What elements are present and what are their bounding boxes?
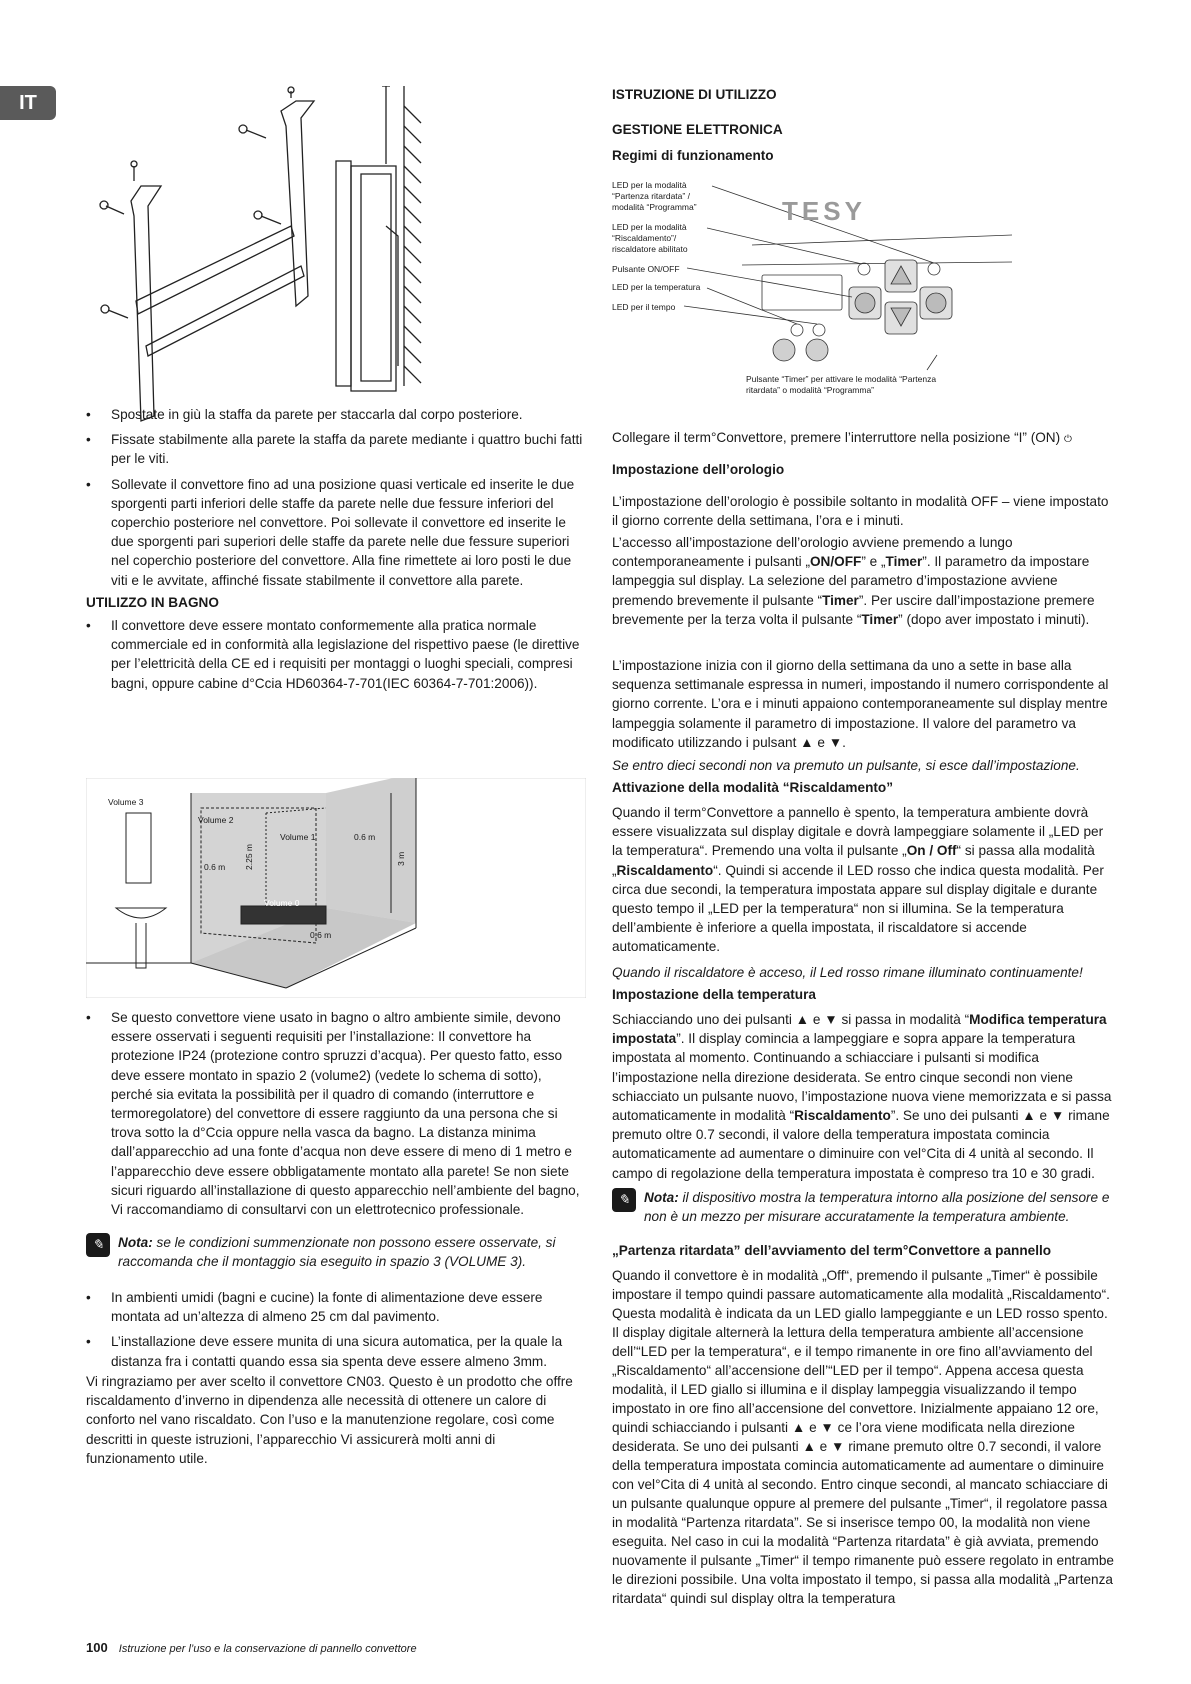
heat-p1-onoff: On / Off bbox=[906, 843, 957, 859]
mount-step-2: • Fissate stabilmente alla parete la staffa da parete mediante i quattro buchi fatti per le viti. bbox=[86, 430, 586, 468]
clock-p2-timer: Timer bbox=[885, 554, 923, 570]
label-volume3: Volume 3 bbox=[108, 797, 144, 807]
label-led-heat: LED per la modalità “Riscaldamento”/ riscaldatore abilitato bbox=[612, 222, 688, 254]
label-dist-06a: 0.6 m bbox=[204, 862, 226, 872]
clock-p2-timer2: Timer bbox=[822, 592, 859, 608]
clock-p2-timer3: Timer bbox=[861, 611, 899, 627]
label-volume0: Volume 0 bbox=[264, 898, 300, 908]
wall-bracket-illustration bbox=[86, 86, 546, 426]
heat-p1-risc: Riscaldamento bbox=[616, 862, 714, 878]
tesy-logo: TESY bbox=[782, 196, 866, 226]
temp-p1-mod: Modifica temperatura impostata bbox=[612, 1012, 1107, 1047]
language-tab: IT bbox=[0, 86, 56, 120]
label-dist-225: 2.25 m bbox=[244, 844, 254, 870]
clock-paragraph-2 bbox=[612, 533, 1115, 629]
label-led-delay: LED per la modalità “Partenza ritardata” / modalità “Programma” bbox=[612, 180, 697, 212]
electronic-management-heading: GESTIONE ELETTRONICA bbox=[612, 122, 783, 137]
label-dist-3: 3 m bbox=[396, 851, 406, 866]
connect-instruction bbox=[612, 428, 1115, 449]
delayed-start-heading: „Partenza ritardata” dell’avviamento del term°Convettore a pannello bbox=[612, 1243, 1052, 1258]
label-dist-06b: 0.6 m bbox=[354, 832, 376, 842]
temp-p1-risc: Riscaldamento bbox=[794, 1108, 891, 1124]
left-note-label: Nota: bbox=[118, 1235, 153, 1250]
mount-step-1: • Spostate in giù la staffa da parete per staccarla dal corpo posteriore. bbox=[86, 405, 586, 424]
temperature-paragraph bbox=[612, 1010, 1115, 1183]
heat-p1-c: “. Quindi si accende il LED rosso che indica questa modalità. Per circa due secondi, la temperatura impostata appare sul display digitale e durante questo tempo il „LED per la temperatura“ non si illumina. Se la temperatura dell’ambiente è inferiore a quella impostata, il riscaldatore si accende automaticamente. bbox=[612, 862, 1104, 955]
heating-mode-heading: Attivazione della modalità “Riscaldamento” bbox=[612, 780, 894, 795]
right-note bbox=[612, 1188, 1115, 1226]
footer-text: Istruzione per l’uso e la conservazione di pannello convettore bbox=[118, 1643, 417, 1655]
right-note-text: il dispositivo mostra la temperatura intorno alla posizione del sensore e non è un mezzo per misurare accuratamente la temperatura ambiente. bbox=[644, 1190, 1110, 1225]
operating-modes-heading: Regimi di funzionamento bbox=[612, 148, 774, 163]
bath-requirement: • Il convettore deve essere montato conformemente alla pratica normale commerciale ed in conformità alla legislazione del rispettivo paese (le direttive per l’elettricità della CE ed i requisiti per montaggi o luoghi speciali, compresi bagni, oppure cabine d°Ccia HD60364-7-701(IEC 60364-7-701:2006)). bbox=[86, 616, 586, 693]
clock-p2-onoff: ON/OFF bbox=[809, 554, 862, 570]
connect-text: Collegare il term°Convettore, premere l’interruttore nella posizione “I” (ON) bbox=[612, 430, 1061, 445]
label-onoff: Pulsante ON/OFF bbox=[612, 264, 680, 274]
heat-p1-a: Quando il term°Convettore a pannello è spento, la temperatura ambiente dovrà essere visualizzata sul display digitale e dovrà lampeggiare solamente il „LED per la temperatura“. Premendo una volta il pulsante „ bbox=[612, 805, 1104, 859]
left-note bbox=[86, 1233, 586, 1271]
clock-paragraph-1: L’impostazione dell’orologio è possibile soltanto in modalità OFF – viene impostato il giorno corrente della settimana, l’ora e i minuti. bbox=[612, 494, 1109, 529]
bath-list bbox=[86, 616, 586, 699]
clock-paragraph-3: L’impostazione inizia con il giorno della settimana da uno a sette in base alla sequenza settimanale espressa in numeri, impostando il numero corrispondente al giorno corrente. L’ora e i minuti appaiono contemporaneamente sul display mentre lampeggia solamente il parametro di impostazione. Il valore del parametro va modificato utilizzando i pulsant ▲ e ▼. bbox=[612, 658, 1109, 750]
pencil-icon: ✎ bbox=[612, 1188, 636, 1212]
ip24-requirement: • Se questo convettore viene usato in bagno o altro ambiente simile, devono essere osservati i seguenti requisiti per l’installazione: Il convettore ha protezione IP24 (protezione contro spruzzi d’acqua). Per questo fatto, esso deve essere montato in spazio 2 (volume2) (vedete lo schema di sotto), perché sia evitata la possibilità per il quadro di comando (interruttore e termoregolatore) del convettore di essere raggiunto da una persona che si trova sotto la d°Ccia oppure nella vasca da bagno. La distanza minima dall’apparecchio ad una fonte d’acqua non deve essere di meno di 1 metro e l’apparecchio deve essere obbligatamente montato alla parete! Se non siete sicuri riguardo all’installazione di questo apparecchio nell’ambiente del bagno, Vi raccomandiamo di consultarvi con un elettrotecnico professionale. bbox=[86, 1008, 586, 1219]
label-timer: Pulsante “Timer” per attivare le modalità “Partenza ritardata” o modalità “Programma” bbox=[746, 374, 937, 395]
temp-p1-b: ”. Il display comincia a lampeggiare e sopra appare la temperatura impostata al momento. Continuando a schiacciare i pulsanti si modifica l’impostazione nella direzione desiderata. Se entro cinque secondi non viene schiacciato un pulsante nuovo, l’impostazione nuova viene memorizzata e si passa automaticamente in modalità “ bbox=[612, 1031, 1112, 1124]
right-note-label: Nota: bbox=[644, 1190, 679, 1205]
clock-heading: Impostazione dell’orologio bbox=[612, 462, 785, 477]
clock-p2-e: ” (dopo aver impostato i minuti). bbox=[898, 611, 1090, 627]
bath-heading: UTILIZZO IN BAGNO bbox=[86, 595, 219, 610]
page-footer bbox=[86, 1640, 417, 1655]
clock-p2-c: ”. Il parametro da impostare lampeggia sul display. La selezione del parametro d’impostazione avviene premendo brevemente il pulsante “ bbox=[612, 554, 1090, 608]
usage-heading: ISTRUZIONE DI UTILIZZO bbox=[612, 87, 777, 102]
temp-p1-c: ”. Se uno dei pulsanti ▲ e ▼ rimane premuto oltre 0.7 secondi, il valore della temperatura impostata comincia automaticamente ad aumentare o diminuire con vel°Cita di 4 unità al secondo. Il campo di regolazione della temperatura impostata è compreso tra 10 e 30 gradi. bbox=[612, 1108, 1110, 1181]
bath-requirements-list bbox=[86, 1008, 586, 1225]
mount-steps-list bbox=[86, 405, 586, 596]
clock-p2-d: ”. Per uscire dall’impostazione premere brevemente per la terza volta il pulsante “ bbox=[612, 592, 1095, 627]
label-led-temp: LED per la temperatura bbox=[612, 282, 701, 292]
bathroom-volumes-diagram bbox=[86, 778, 586, 998]
installation-list bbox=[86, 1288, 586, 1377]
label-dist-06c: 0.6 m bbox=[310, 930, 332, 940]
label-volume2: Volume 2 bbox=[198, 815, 234, 825]
heat-p1-b: “ si passa alla modalità „ bbox=[612, 843, 1095, 878]
page-number: 100 bbox=[86, 1640, 108, 1655]
clock-timeout-note: Se entro dieci secondi non va premuto un pulsante, si esce dall’impostazione. bbox=[612, 758, 1080, 773]
control-panel-diagram bbox=[612, 180, 1012, 415]
switch-on-icon: ⏻ bbox=[1063, 434, 1072, 445]
auto-fuse-requirement: • L’installazione deve essere munita di una sicura automatica, per la quale la distanza fra i contatti quando essa sia spenta deve essere almeno 3mm. bbox=[86, 1332, 586, 1370]
humid-env-requirement: • In ambienti umidi (bagni e cucine) la fonte di alimentazione deve essere montata ad un’altezza di almeno 25 cm dal pavimento. bbox=[86, 1288, 586, 1326]
clock-p2-b: ” e „ bbox=[861, 554, 886, 570]
heating-led-note: Quando il riscaldatore è acceso, il Led rosso rimane illuminato continuamente! bbox=[612, 965, 1083, 980]
heating-mode-paragraph bbox=[612, 803, 1115, 957]
label-volume1: Volume 1 bbox=[280, 832, 316, 842]
pencil-icon: ✎ bbox=[86, 1233, 110, 1257]
temp-p1-a: Schiacciando uno dei pulsanti ▲ e ▼ si passa in modalità “ bbox=[612, 1012, 970, 1027]
temperature-heading: Impostazione della temperatura bbox=[612, 987, 816, 1002]
clock-p2-a: L’accesso all’impostazione dell’orologio avviene premendo a lungo contemporaneamente i pulsanti „ bbox=[612, 535, 1013, 570]
label-led-time: LED per il tempo bbox=[612, 302, 676, 312]
closing-paragraph: Vi ringraziamo per aver scelto il convettore CN03. Questo è un prodotto che offre riscaldamento d’inverno in dipendenza alle necessità di ottenere un calore di conforto nel vano riscaldato. Con l’uso e la manutenzione regolare, così come descritti in queste istruzioni, l’apparecchio Vi assicurerà molti anni di funzionamento utile. bbox=[86, 1374, 573, 1466]
left-note-text: se le condizioni summenzionate non possono essere osservate, si raccomanda che il montaggio sia eseguito in spazio 3 (VOLUME 3). bbox=[118, 1235, 556, 1270]
delayed-start-paragraph: Quando il convettore è in modalità „Off“, premendo il pulsante „Timer“ è possibile impostare il tempo quindi passare automaticamente alla modalità „Riscaldamento“. Questa modalità è indicata da un LED giallo lampeggiante e un LED rosso spento. Il display digitale alternerà la lettura della temperatura ambiente all’accensione dell’“LED per la temperatura“, e il tempo rimanente in ore fino all’avviamento del „Riscaldamento“ all’accensione dell’“LED per il tempo“. Appena accesa questa modalità, il LED giallo si illumina e il display lampeggia visualizzando il tempo impostato in ore fino all’accensione del convettore. Inizialmente appaiano 12 ore, quindi schiacciando i pulsanti ▲ e ▼ ce l’ora viene modificata nella direzione desiderata. Se uno dei pulsanti ▲ e ▼ rimane premuto oltre 0.7 secondi, il valore della temperatura impostata comincia automaticamente ad aumentare o diminuire con vel°Cita di 4 unità al secondo. Entro cinque secondi, al mancato schiacciare di un pulsante qualunque oppure al premere del pulsante „Timer“, il regolatore passa in modalità “Partenza ritardata”. Se si inserisce tempo 00, la modalità non viene eseguita. Nel caso in cui la modalità “Partenza ritardata” è già avviata, premendo nuovamente il pulsante „Timer“ il tempo rimanente può essere regolato in entrambe le direzioni possibile. Una volta impostato il tempo, si passa alla modalità „Partenza ritardata“ quindi sul display oltra la temperatura bbox=[612, 1268, 1114, 1606]
mount-step-3: • Sollevate il convettore fino ad una posizione quasi verticale ed inserite le due sporgenti parti inferiori delle staffe da parete nelle due fessure inferiori del coperchio posteriore nel convettore. Poi sollevate il convettore ed inserite le due sporgenti pari superiori delle staffe da parete nelle due fessure superiori nel coperchio posteriore del convettore. Alla fine rimettete ai loro posti le due viti e le avvitate, affinché fissate stabilmente il convettore alla parete. bbox=[86, 475, 586, 590]
